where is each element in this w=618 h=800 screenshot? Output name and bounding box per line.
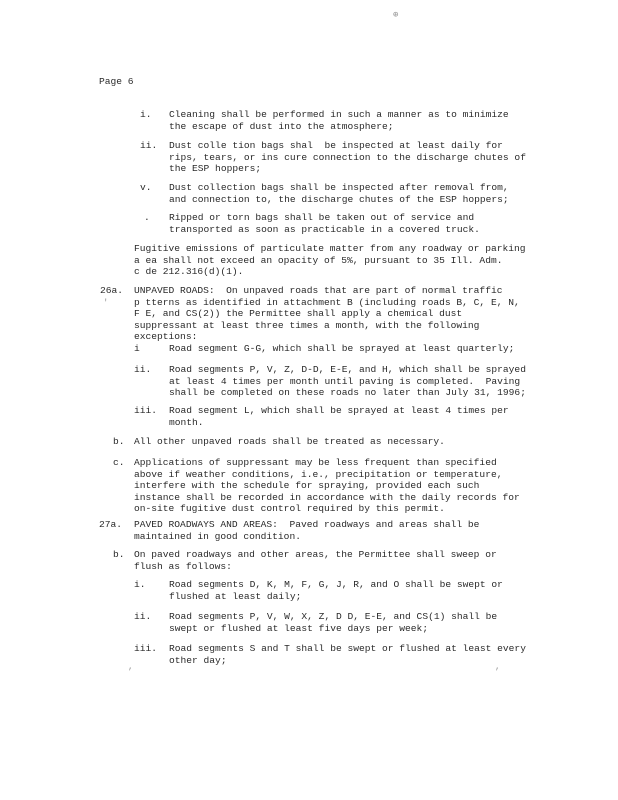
page-label: Page 6 (99, 76, 134, 87)
list-marker: v. (140, 182, 152, 193)
scan-speck: ' (103, 298, 109, 308)
list-marker: ii. (134, 611, 152, 622)
fugitive-paragraph: Fugitive emissions of particulate matter from any roadway or parking a ea shall not exceed an opacity of 5%, pursuant to 35 Ill. Adm. c de 212.316(d)(1). (134, 243, 526, 278)
list-item: Ripped or torn bags shall be taken out of service and transported as soon as practicable in a covered truck. (169, 212, 480, 235)
list-marker: ii. (140, 140, 158, 151)
condition-text: Applications of suppressant may be less frequent than specified above if weather conditions, i.e., precipitation or temperature, interfere with the schedule for spraying, provided each such instance shall be recorded in accordance with the daily records for on-site fugitive dust control required by this permit. (134, 457, 520, 515)
condition-number: 26a. (100, 285, 124, 296)
list-marker: iii. (134, 405, 158, 416)
list-item: Road segments P, V, Z, D-D, E-E, and H, which shall be sprayed at least 4 times per month until paving is completed. Paving shall be completed on these roads no later than July 31, 1996; (169, 364, 526, 399)
condition-text: All other unpaved roads shall be treated as necessary. (134, 436, 445, 447)
condition-text: UNPAVED ROADS: On unpaved roads that are part of normal traffic p tterns as identified in attachment B (including roads B, C, E, N, F E, and CS(2)) the Permittee shall apply a chemical dust suppressant at least three times a month, with the following exceptions: (134, 285, 520, 343)
list-item: Cleaning shall be performed in such a manner as to minimize the escape of dust into the atmosphere; (169, 109, 509, 132)
condition-number: 27a. (99, 519, 123, 530)
list-item: Road segment G-G, which shall be sprayed at least quarterly; (169, 343, 515, 354)
scan-speck: , (495, 662, 501, 672)
list-marker: i. (140, 109, 152, 120)
condition-number: b. (113, 436, 125, 447)
list-item: Road segments D, K, M, F, G, J, R, and O shall be swept or flushed at least daily; (169, 579, 503, 602)
list-marker: ii. (134, 364, 152, 375)
list-marker: i (134, 343, 140, 354)
list-item: Road segment L, which shall be sprayed at least 4 times per month. (169, 405, 509, 428)
scan-artifact-icon: ⊕ (393, 10, 399, 20)
condition-number: c. (113, 457, 125, 468)
list-marker: iii. (134, 643, 158, 654)
list-item: Dust colle tion bags shal be inspected at least daily for rips, tears, or ins cure connection to the discharge chutes of the ESP hoppers; (169, 140, 526, 175)
list-marker: i. (134, 579, 146, 590)
list-item: Dust collection bags shall be inspected after removal from, and connection to, the discharge chutes of the ESP hoppers; (169, 182, 509, 205)
list-marker: . (144, 212, 150, 223)
condition-number: b. (113, 549, 125, 560)
list-item: Road segments S and T shall be swept or flushed at least every other day; (169, 643, 526, 666)
condition-text: On paved roadways and other areas, the Permittee shall sweep or flush as follows: (134, 549, 497, 572)
condition-text: PAVED ROADWAYS AND AREAS: Paved roadways and areas shall be maintained in good condition. (134, 519, 480, 542)
scan-speck: , (128, 662, 134, 672)
list-item: Road segments P, V, W, X, Z, D D, E-E, and CS(1) shall be swept or flushed at least five days per week; (169, 611, 498, 634)
